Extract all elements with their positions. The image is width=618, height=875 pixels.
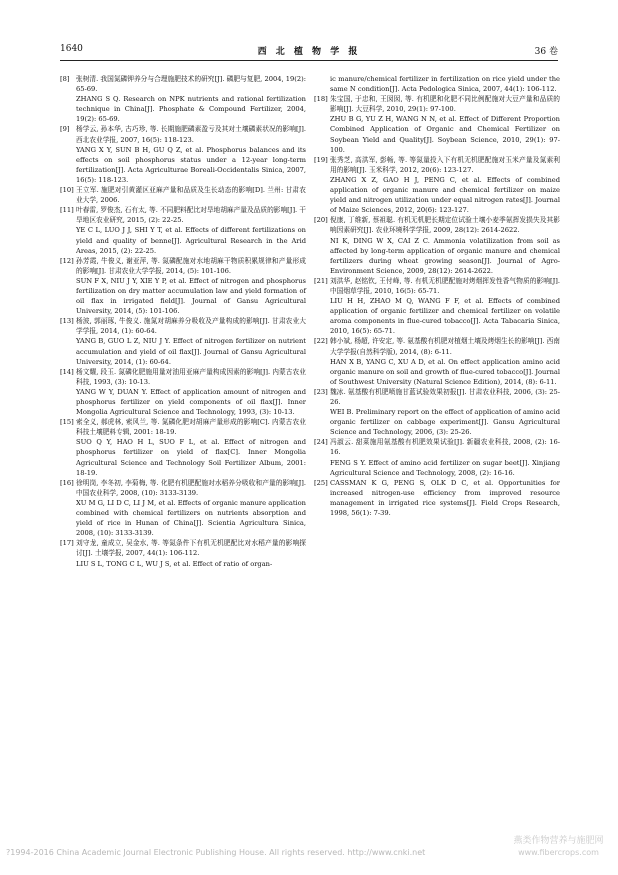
reference-translation: XU M G, LI D C, LI J M, et al. Effects of organic manure application combined with chemical fertilizers on nutrients absorption and yield of rice in Hunan of China[J]. Scientia Agricultura Sinica, 2008, (10): 3133-3139.: [76, 498, 306, 538]
reference-body: [76, 367, 306, 417]
reference-number: [12]: [60, 256, 74, 265]
reference-number: [24]: [314, 438, 328, 447]
reference-citation: 刘洪华, 赵铭钦, 王付峰, 等. 有机无机肥配施对烤烟挥发性香气物质的影响[J]. 中国烟草学报, 2010, 16(5): 65-71.: [330, 276, 560, 295]
reference-translation: YANG B, GUO L Z, NIU J Y. Effect of nitrogen fertilizer on nutrient accumulation and yield of oil flax[J]. Journal of Gansu Agricultural University, 2014, (1): 60-64.: [76, 337, 306, 366]
reference-body: [76, 478, 306, 539]
reference-body: [330, 94, 560, 155]
reference-item: [314, 387, 560, 437]
reference-citation: 徐明岗, 李冬初, 李菊梅, 等. 化肥有机肥配施对水稻养分吸收和产量的影响[J]. 中国农业科学, 2008, (10): 3133-3139.: [76, 478, 306, 497]
volume-label: 36 卷: [534, 47, 558, 57]
page-header: [60, 44, 558, 58]
reference-body: [76, 74, 306, 124]
reference-body: [76, 205, 306, 255]
reference-body: [330, 215, 560, 276]
reference-number: [10]: [60, 186, 74, 195]
reference-citation: 倪康, 丁维新, 蔡祖聪. 有机无机肥长期定位试验土壤小麦季氨挥发损失及其影响因素研究[J]. 农业环境科学学报, 2009, 28(12): 2614-2622.: [330, 216, 560, 235]
reference-item: [60, 124, 306, 185]
reference-body: [330, 478, 560, 518]
reference-citation: 张树清. 我国氮磷钾养分与合理施肥技术的研究[J]. 磷肥与复肥, 2004, 19(2): 65-69.: [76, 75, 306, 94]
reference-number: [17]: [60, 539, 74, 548]
reference-translation: LIU S L, TONG C L, WU J S, et al. Effect of ratio of organ-: [76, 559, 273, 568]
reference-citation: 杨文耀, 段玉. 氮磷化肥施用量对油用亚麻产量构成因素的影响[J]. 内蒙古农业科技, 1993, (3): 10-13.: [76, 367, 306, 386]
reference-translation: SUO Q Y, HAO H L, SUO F L, et al. Effect of nitrogen and phosphorus fertilizer on yield of flax[C]. Inner Mongolia Agricultural Science and Technology Soil Fertilizer Album, 2001: 18-19.: [76, 438, 306, 477]
reference-citation: 索全义, 郝虎林, 索风兰, 等. 氮磷化肥对胡麻产量形成的影响[C]. 内蒙古农业科技土壤肥料专辑, 2001: 18-19.: [76, 418, 306, 437]
reference-item: [314, 478, 560, 518]
reference-item: [314, 336, 560, 386]
header-rule: [60, 60, 558, 61]
reference-body: [330, 155, 560, 216]
reference-body: [330, 74, 560, 94]
reference-number: [314, 74, 330, 94]
reference-item: [60, 478, 306, 539]
reference-item: [60, 417, 306, 478]
reference-number: [22]: [314, 337, 328, 346]
reference-item: [60, 256, 306, 317]
reference-translation: FENG S Y. Effect of amino acid fertilizer on sugar beet[J]. Xinjiang Agricultural Science and Technology, 2008, (2): 16-16.: [330, 458, 560, 477]
reference-number: [18]: [314, 95, 328, 104]
reference-number: [25]: [314, 478, 328, 487]
reference-translation: YANG W Y, DUAN Y. Effect of application amount of nitrogen and phosphorus fertilizer on yield components of oil flax[J]. Inner Mongolia Agricultural Science and Technology, 1993, (3): 10-13.: [76, 387, 306, 417]
reference-item: [314, 74, 560, 94]
reference-body: [76, 256, 306, 317]
reference-body: [76, 538, 306, 568]
reference-citation: 冯淑云. 甜菜施用氨基酸有机肥效果试验[J]. 新疆农业科技, 2008, (2): 16-16.: [330, 438, 560, 457]
reference-item: [60, 74, 306, 124]
reference-item: [314, 155, 560, 216]
reference-number: [23]: [314, 387, 328, 396]
reference-item: [314, 94, 560, 155]
reference-citation: 朱宝国, 于忠和, 王囡囡, 等. 有机肥和化肥不同比例配施对大豆产量和品质的影响[J]. 大豆科学, 2010, 29(1): 97-100.: [330, 95, 560, 114]
reference-number: [15]: [60, 418, 74, 427]
page-footer: [0, 836, 618, 862]
reference-item: [60, 538, 306, 568]
reference-number: [11]: [60, 206, 74, 215]
reference-translation: LIU H H, ZHAO M Q, WANG F F, et al. Effects of combined application of organic fertilizer and chemical fertilizer on volatile aroma components in flue-cured tobacco[J]. Acta Tabacaria Sinica, 2010, 16(5): 65-71.: [330, 297, 560, 336]
reference-body: [330, 387, 560, 437]
reference-translation: ZHANG S Q. Research on NPK nutrients and rational fertilization technique in China[J]. Phosphate & Compound Fertilizer, 2004, 19(2): 65-69.: [76, 95, 306, 124]
reference-number: [19]: [314, 155, 328, 164]
reference-citation: 刘守龙, 童成立, 吴金水, 等. 等氮条件下有机无机肥配比对水稻产量的影响探讨[J]. 土壤学报, 2007, 44(1): 106-112.: [76, 539, 306, 558]
reference-translation: HAN X B, YANG C, XU A D, et al. On effect application amino acid organic manure on soil and growth of flue-cured tobacco[J]. Journal of Southwest University (Natural Science Edition), 2014, (8): 6-11.: [330, 357, 560, 386]
reference-citation: 杨波, 郭丽琢, 牛俊义. 施氮对胡麻养分吸收及产量构成的影响[J]. 甘肃农业大学学报, 2014, (1): 60-64.: [76, 317, 306, 336]
page-number: 1640: [60, 44, 83, 54]
reference-body: [76, 316, 306, 366]
reference-item: [314, 276, 560, 337]
reference-citation: 韩小斌, 杨超, 许安定, 等. 氨基酸有机肥对植烟土壤及烤烟生长的影响[J]. 西南大学学报(自然科学版), 2014, (8): 6-11.: [330, 337, 560, 356]
copyright-notice: ?1994-2016 China Academic Journal Electronic Publishing House. All rights reserved. http://www.cnki.net: [6, 848, 426, 857]
reference-number: [16]: [60, 478, 74, 487]
reference-citation: 魏冰. 氨基酸有机肥喷施甘蓝试验效果初报[J]. 甘肃农业科技, 2006, (3): 25-26.: [330, 387, 560, 406]
reference-item: [314, 215, 560, 276]
reference-item: [60, 367, 306, 417]
journal-title: 西 北 植 物 学 报: [257, 47, 361, 57]
reference-body: [330, 336, 560, 386]
reference-citation: 王立军. 施肥对引黄灌区亚麻产量和品质及生长动态的影响[D]. 兰州: 甘肃农业大学, 2006.: [76, 186, 306, 205]
reference-citation: 杨学云, 孙本华, 古巧珍, 等. 长期施肥磷素盈亏及其对土壤磷素状况的影响[J]. 西北农业学报, 2007, 16(5): 118-123.: [76, 125, 306, 144]
reference-citation: 叶春雷, 罗俊杰, 石有太, 等. 不同肥料配比对旱地胡麻产量及品质的影响[J]. 干旱地区农业研究, 2015, (2): 22-25.: [76, 206, 306, 225]
reference-translation: YE C L, LUO J J, SHI Y T, et al. Effects of different fertilizations on yield and quality of benne[J]. Agricultural Research in the Arid Areas, 2015, (2): 22-25.: [76, 226, 306, 255]
watermark-title: 燕类作物营养与施肥网: [513, 836, 604, 846]
reference-body: [76, 185, 306, 205]
reference-number: [8]: [60, 75, 70, 83]
reference-translation: YANG X Y, SUN B H, GU Q Z, et al. Phosphorus balances and its effects on soil phosphorus status under a 12-year long-term fertilization[J]. Acta Agriculturae Boreali-Occidentalis Sinica, 2007, 16(5): 118-123.: [76, 145, 306, 184]
reference-number: [14]: [60, 367, 74, 376]
reference-translation: WEI B. Preliminary report on the effect of application of amino acid organic fertilizer on cabbage experiment[J]. Gansu Agricultural Science and Technology, 2006, (3): 25-26.: [330, 408, 560, 437]
reference-column-left: [60, 74, 306, 569]
reference-translation: ZHANG X Z, GAO H J, PENG C, et al. Effects of combined application of organic manure and chemical fertilizer on maize yield and nitrogen utilization under equal nitrogen rates[J]. Journal of Maize Sciences, 2012, 20(6): 123-127.: [330, 175, 560, 215]
reference-body: [330, 437, 560, 477]
reference-translation: ZHU B G, YU Z H, WANG N N, et al. Effect of Different Proportion Combined Application of Organic and Chemical Fertilizer on Soybean Yield and Quality[J]. Soybean Science, 2010, 29(1): 97-100.: [330, 115, 560, 154]
reference-item: [60, 316, 306, 366]
reference-citation: 孙芳霞, 牛俊义, 谢亚萍, 等. 氮磷配施对水地胡麻干物质积累规律和产量形成的影响[J]. 甘肃农业大学学报, 2014, (5): 101-106.: [76, 256, 306, 275]
reference-citation: CASSMAN K G, PENG S, OLK D C, et al. Opportunities for increased nitrogen-use efficiency from improved resource management in irrigated rice systems[J]. Field Crops Research, 1998, 56(1): 7-39.: [330, 478, 560, 518]
reference-number: [20]: [314, 216, 328, 225]
reference-number: [21]: [314, 276, 328, 285]
reference-item: [60, 205, 306, 255]
reference-number: [13]: [60, 317, 74, 326]
reference-item: [60, 185, 306, 205]
reference-translation: NI K, DING W X, CAI Z C. Ammonia volatilization from soil as affected by long-term application of organic manure and chemical fertilizers during wheat growing season[J]. Journal of Agro-Environment Science, 2009, 28(12): 2614-2622.: [330, 236, 560, 275]
reference-item: [314, 437, 560, 477]
reference-number: [9]: [60, 125, 70, 134]
watermark-url: www.fibercrops.com: [518, 848, 599, 857]
site-watermark: [506, 836, 611, 858]
reference-body: [76, 124, 306, 185]
reference-body: [330, 276, 560, 337]
reference-column-right: [314, 74, 560, 518]
reference-citation: ic manure/chemical fertilizer in fertilization on rice yield under the same N condition[J]. Acta Pedologica Sinica, 2007, 44(1): 106-112.: [330, 75, 560, 94]
reference-body: [76, 417, 306, 478]
reference-translation: SUN F X, NIU J Y, XIE Y P, et al. Effect of nitrogen and phosphorus fertilization on dry matter accumulation law and yield formation of oil flax in irrigated field[J]. Journal of Gansu Agricultural University, 2014, (5): 101-106.: [76, 276, 306, 316]
reference-citation: 张秀芝, 高洪军, 彭畅, 等. 等氮量投入下有机无机肥配施对玉米产量及氮素利用的影响[J]. 玉米科学, 2012, 20(6): 123-127.: [330, 155, 560, 174]
